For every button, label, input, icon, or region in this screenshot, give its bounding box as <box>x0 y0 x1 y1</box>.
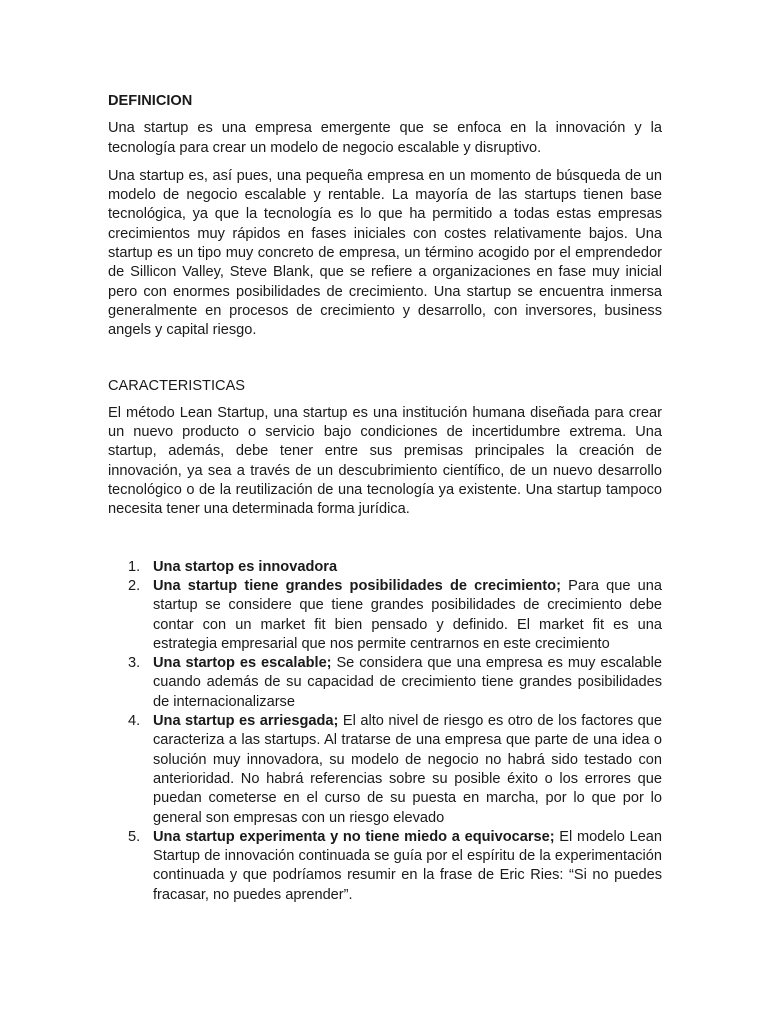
definicion-paragraph: Una startup es una empresa emergente que se enfoca en la innovación y la tecnología para crear un modelo de negocio escalable y disruptivo. <box>108 120 662 156</box>
list-item-lead: Una startup es arriesgada; <box>153 713 339 730</box>
characteristics-list <box>108 558 662 905</box>
list-item-number: 3. <box>128 655 141 672</box>
list-item-text: Se considera que una empresa es muy escalable cuando además de su capacidad de crecimiento tiene grandes posibilidades de internacionalizarse <box>153 655 662 710</box>
list-item <box>108 558 662 577</box>
list-item-number: 5. <box>128 828 141 845</box>
document-content <box>108 92 662 905</box>
definicion-paragraph: Una startup es, así pues, una pequeña empresa en un momento de búsqueda de un modelo de negocio escalable y rentable. La mayoría de las startups tienen base tecnológica, ya que la tecnología es lo que ha permitido a todas estas empresas crecimientos muy rápidos en fases iniciales con costes relativamente bajos. Una startup es un tipo muy concreto de empresa, un término acogido por el emprendedor de Sillicon Valley, Steve Blank, que se refiere a organizaciones en fase muy inicial pero con enormes posibilidades de crecimiento. Una startup se encuentra inmersa generalmente en procesos de crecimiento y desarrollo, con inversores, business angels y capital riesgo. <box>108 167 662 339</box>
list-item-text: El modelo Lean Startup de innovación continuada se guía por el espíritu de la experimentación continuada y que podríamos resumir en la frase de Eric Ries: “Si no puedes fracasar, no puedes aprender”. <box>153 828 662 903</box>
section-title-definicion: DEFINICION <box>108 93 193 109</box>
list-item-lead: Una startup experimenta y no tiene miedo a equivocarse; <box>153 828 555 845</box>
list-item-number: 4. <box>128 713 141 730</box>
list-item-text: El alto nivel de riesgo es otro de los factores que caracteriza a las startups. Al tratarse de una empresa que parte de una idea o solución muy innovadora, su modelo de negocio no habrá sido testado con anterioridad. No habrá referencias sobre su posible éxito o los errores que puedan cometerse en el curso de su puesta en marcha, por lo que por lo general son empresas con un riesgo elevado <box>153 713 662 826</box>
list-item-lead: Una startup tiene grandes posibilidades de crecimiento; <box>153 577 561 594</box>
caracteristicas-paragraph: El método Lean Startup, una startup es una institución humana diseñada para crear un nuevo producto o servicio bajo condiciones de incertidumbre extrema. Una startup, además, debe tener entre sus premisas principales la creación de innovación, ya sea a través de un descubrimiento científico, de un nuevo desarrollo tecnológico o de la reutilización de una tecnología ya existente. Una startup tampoco necesita tener una determinada forma jurídica. <box>108 404 662 518</box>
list-item-number: 2. <box>128 577 141 594</box>
list-item-lead: Una startop es escalable; <box>153 655 332 672</box>
list-item <box>108 828 662 905</box>
list-item-lead: Una startop es innovadora <box>153 558 338 575</box>
list-item-number: 1. <box>128 558 141 575</box>
list-item <box>108 712 662 828</box>
section-title-caracteristicas: CARACTERISTICAS <box>108 377 246 394</box>
list-item <box>108 654 662 712</box>
list-item <box>108 577 662 654</box>
list-item-text: Para que una startup se considere que tiene grandes posibilidades de crecimiento debe contar con un market fit bien pensado y definido. El market fit es una estrategia empresarial que nos permite centrarnos en este crecimiento <box>153 577 662 652</box>
